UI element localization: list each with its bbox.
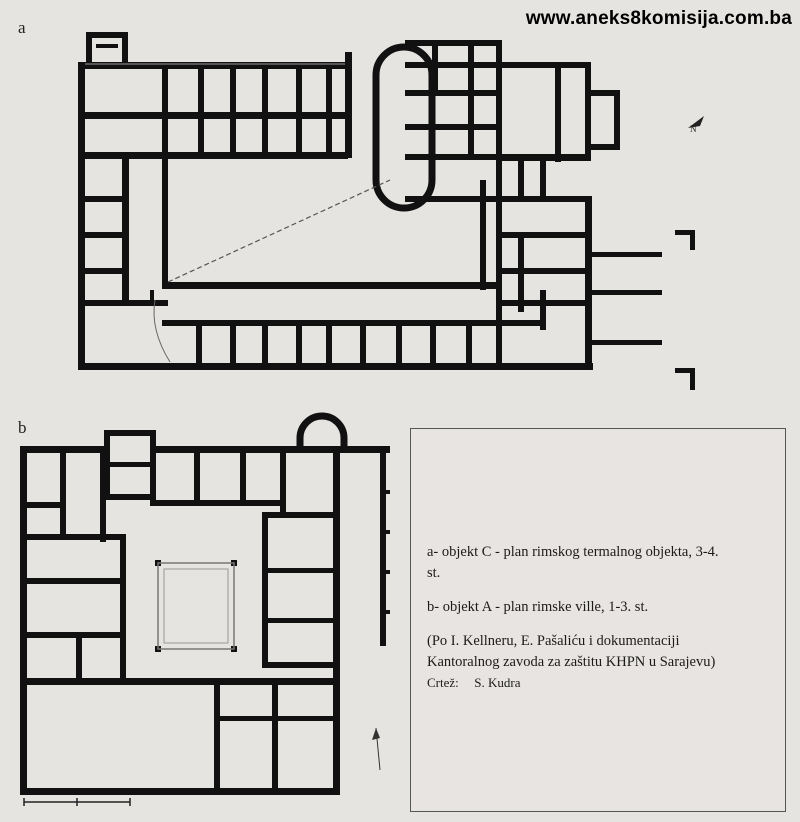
wall <box>196 320 202 368</box>
panel-label-a: a <box>18 18 26 37</box>
wall <box>592 340 662 345</box>
wall <box>585 62 591 157</box>
wall <box>20 446 27 794</box>
wall <box>78 196 128 202</box>
wall <box>360 320 366 368</box>
apse <box>300 416 344 448</box>
wall <box>518 160 524 200</box>
north-arrow-icon <box>688 116 704 134</box>
wall <box>405 124 501 130</box>
wall <box>262 512 340 518</box>
wall <box>496 154 591 161</box>
website-watermark: www.aneks8komisija.com.ba <box>525 8 792 29</box>
wall <box>230 62 236 158</box>
wall <box>230 320 236 368</box>
wall <box>396 320 402 368</box>
wall <box>518 232 524 312</box>
wall <box>592 252 662 257</box>
wall <box>480 180 486 290</box>
wall <box>326 62 332 158</box>
wall <box>345 52 352 158</box>
wall <box>20 578 120 584</box>
north-arrow-icon-b <box>372 728 380 770</box>
wall <box>104 430 156 436</box>
wall <box>468 40 474 160</box>
wall <box>405 90 501 96</box>
wall <box>262 568 340 573</box>
wall <box>690 230 695 250</box>
wall <box>496 40 502 370</box>
wall <box>272 678 278 794</box>
wall <box>78 363 593 370</box>
wall <box>76 632 82 684</box>
legend-source-1: (Po I. Kellneru, E. Pašaliću i dokumentaciji <box>427 633 680 649</box>
wall <box>540 160 546 200</box>
wall <box>104 494 156 500</box>
drawn-by <box>427 675 779 691</box>
wall <box>86 32 128 38</box>
wall <box>20 678 340 685</box>
wall <box>592 290 662 295</box>
wall <box>96 44 118 48</box>
wall <box>60 446 66 534</box>
wall <box>162 62 168 158</box>
wall <box>122 152 129 302</box>
wall <box>496 232 591 238</box>
legend-line-a: a- objekt C - plan rimskog termalnog objekta, 3-4. <box>427 544 719 560</box>
wall <box>590 144 620 150</box>
plan-b-roman-villa <box>0 400 400 822</box>
wall <box>150 290 154 300</box>
wall <box>296 62 302 158</box>
legend-box <box>410 428 786 812</box>
wall <box>262 662 340 668</box>
wall <box>78 268 128 274</box>
wall <box>326 320 332 368</box>
wall <box>555 62 561 162</box>
courtyard <box>158 563 234 649</box>
wall <box>162 158 168 288</box>
wall <box>214 716 340 721</box>
wall <box>430 320 436 368</box>
drawn-by-label: Crtež: <box>427 675 459 690</box>
legend-line-b: b- objekt A - plan rimske ville, 1-3. st. <box>427 599 649 615</box>
wall <box>262 320 268 368</box>
wall <box>614 90 620 150</box>
svg-text:N: N <box>690 124 697 134</box>
wall <box>78 232 128 238</box>
wall <box>150 500 280 506</box>
wall <box>214 678 220 794</box>
drawn-by-name: S. Kudra <box>474 675 521 690</box>
wall <box>20 502 66 508</box>
scale-bar <box>24 798 130 806</box>
wall <box>150 446 390 453</box>
wall <box>280 446 286 516</box>
wall <box>240 446 246 506</box>
plan-a-thermal-building <box>0 0 800 400</box>
wall <box>405 154 501 160</box>
wall <box>540 290 546 330</box>
wall <box>262 512 268 668</box>
wall <box>690 368 695 390</box>
wall <box>585 196 592 370</box>
panel-label-b: b <box>18 418 27 437</box>
wall <box>78 62 350 69</box>
wall <box>120 534 126 684</box>
wall <box>496 268 591 274</box>
legend-line-a-cont: st. <box>427 565 441 581</box>
wall <box>262 62 268 158</box>
wall <box>104 462 156 467</box>
wall <box>466 320 472 368</box>
legend-source-2: Kantoralnog zavoda za zaštitu KHPN u Sarajevu) <box>427 654 716 670</box>
wall <box>405 40 501 46</box>
wall <box>78 62 85 370</box>
wall <box>162 320 542 326</box>
wall <box>198 62 204 158</box>
wall <box>262 618 340 623</box>
wall <box>20 632 120 638</box>
wall <box>296 320 302 368</box>
wall <box>194 446 200 506</box>
wall <box>78 112 348 119</box>
wall <box>20 788 340 795</box>
wall <box>78 152 348 159</box>
wall <box>162 282 502 289</box>
